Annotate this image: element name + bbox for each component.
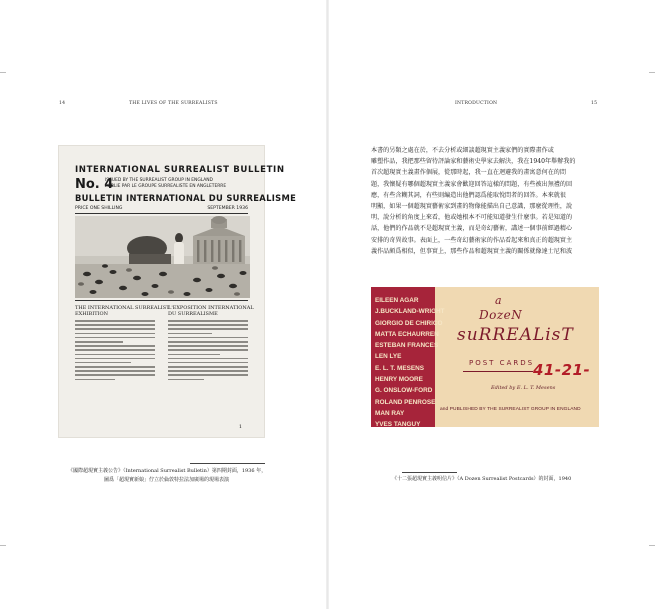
body-text-line: 題，我懷疑有哪個超現實主義家會歡迎回答這樣的問題，有些被出無禮的回 [371,180,573,188]
postcard-artist-name: MATTA ECHAURREN [375,330,439,338]
body-text-line: 明顯，如果一個超現實藝術家到畫的物像能描出自己意識，那麼從理性，說 [371,202,573,210]
crop-mark [649,72,655,73]
postcard-artist-name: LEN LYE [375,353,402,361]
postcard-artist-name: EILEEN AGAR [375,297,419,304]
bulletin-number: No. 4 [75,177,114,192]
bulletin-cover-image [58,145,297,438]
right-running-head: INTRODUCTION [455,101,498,106]
left-caption-line: 《國際超現實主義公告》（International Surrealist Bulletin）第四期封面，1936 年， [68,468,267,474]
heading-fr-line: DU SURREALISME [168,311,218,318]
bulletin-text-column-fr [168,320,248,383]
postcard-title-surrealist: suRREALisT [457,325,574,345]
postcard-rule [463,371,533,372]
heading-en-line: EXHIBITION [75,311,108,318]
crop-mark [649,545,655,546]
postcard-edited-by: Edited by E. L. T. Mesens [491,385,556,391]
bulletin-rule [75,300,248,301]
postcard-artist-list [375,295,445,427]
left-running-head: THE LIVES OF THE SURREALISTS [129,101,218,106]
bulletin-title: INTERNATIONAL SURREALIST BULLETIN [75,165,285,175]
body-text [371,145,600,257]
left-page-number: 14 [59,101,66,106]
bulletin-french-title: BULLETIN INTERNATIONAL DU SURREALISME [75,193,297,203]
postcard-artist-name: ROLAND PENROSE [375,398,436,406]
trafalgar-square-photo [75,216,250,298]
body-text-line: 明，說分析的角度上來看，他或她根本不可能知道發生什麼事。若是知道的 [371,214,573,222]
postcard-artist-name: MAN RAY [375,409,405,417]
postcard-artist-name: HENRY MOORE [375,376,423,384]
bulletin-issued [105,178,226,190]
postcard-artist-name: J.BUCKLAND-WRIGHT [375,308,445,316]
right-page-number: 15 [591,101,598,106]
heading-fr-line: L'EXPOSITION INTERNATIONAL [168,305,254,311]
bulletin-page-number: 1 [238,424,242,430]
bulletin-issued-en: ISSUED BY THE SURREALIST GROUP IN ENGLAND [105,178,213,183]
postcard-handwritten-number: 41-21- [533,361,591,379]
caption-rule [190,463,265,464]
body-text-line: 義作品頗爲相似，但事實上，那些作品和超現實主義的關係就像達士尼和波 [371,247,573,255]
postcard-post-cards: POST CARDS [469,359,535,367]
postcard-artist-name: ESTEBAN FRANCES [375,342,439,350]
bulletin-text-column-en [75,320,155,383]
caption-rule [402,472,457,473]
postcard-cover-image [371,287,599,427]
bulletin-heading-en [75,305,170,318]
body-text-line: 雕塑作品，我把那些留待評論家和藝術史學家去解決，我在1940年舉辦我的 [371,158,576,166]
postcard-published-by: and PUBLISHED BY THE SURREALIST GROUP IN ENGLAND [440,407,581,412]
postcard-title-dozen: DozeN [479,308,523,322]
left-caption [68,467,266,484]
bulletin-rule [75,213,248,214]
bulletin-heading-fr [168,305,254,318]
book-gutter [326,0,329,609]
postcard-title-a: a [495,294,502,307]
right-caption: 《十二張超現實主義明信片》（A Dozen Surrealist Postcards）的封面，1940 [392,476,572,482]
crop-mark [0,545,6,546]
heading-en-line: THE INTERNATIONAL SURREALIST [75,305,170,311]
body-text-line: 應，有些含糊其詞，有些則編造出他們認爲能取悅問者的回答。本來就很 [371,191,566,199]
postcard-artist-name: E. L. T. MESENS [375,364,425,372]
bulletin-date: SEPTEMBER 1936 [207,206,248,211]
crop-mark [0,72,6,73]
left-caption-line: 圖爲「超現實新娘」佇立於倫敦特拉法加廣場的現場表演 [104,476,230,483]
postcard-artist-name: GIORGIO DE CHIRICO [375,319,443,327]
bulletin-issued-fr: PUBLIE PAR LE GROUPE SURREALISTE EN ANGLETERRE [105,184,227,189]
body-text-line: 話，他們的作品就不是超現實主義，而是奇幻藝術，講述一個事前經過精心 [371,225,573,233]
body-text-line: 安排的奇異故事。表面上，一些奇幻藝術家的作品看起來和真正的超現實主 [371,236,573,244]
postcard-artist-name: YVES TANGUY [375,421,421,427]
bulletin-price: PRICE ONE SHILLING [75,206,123,211]
body-text-line: 首次超現實主義畫作個展，從那時起，我一直在迴避我的畫寓意何在的問 [371,169,566,177]
body-text-line: 本書的另類之處在於，不去分析或細談超現實主義家們的實際畫作或 [371,147,554,154]
postcard-artist-name: G. ONSLOW-FORD [375,387,433,395]
photo-illustration [75,216,250,298]
